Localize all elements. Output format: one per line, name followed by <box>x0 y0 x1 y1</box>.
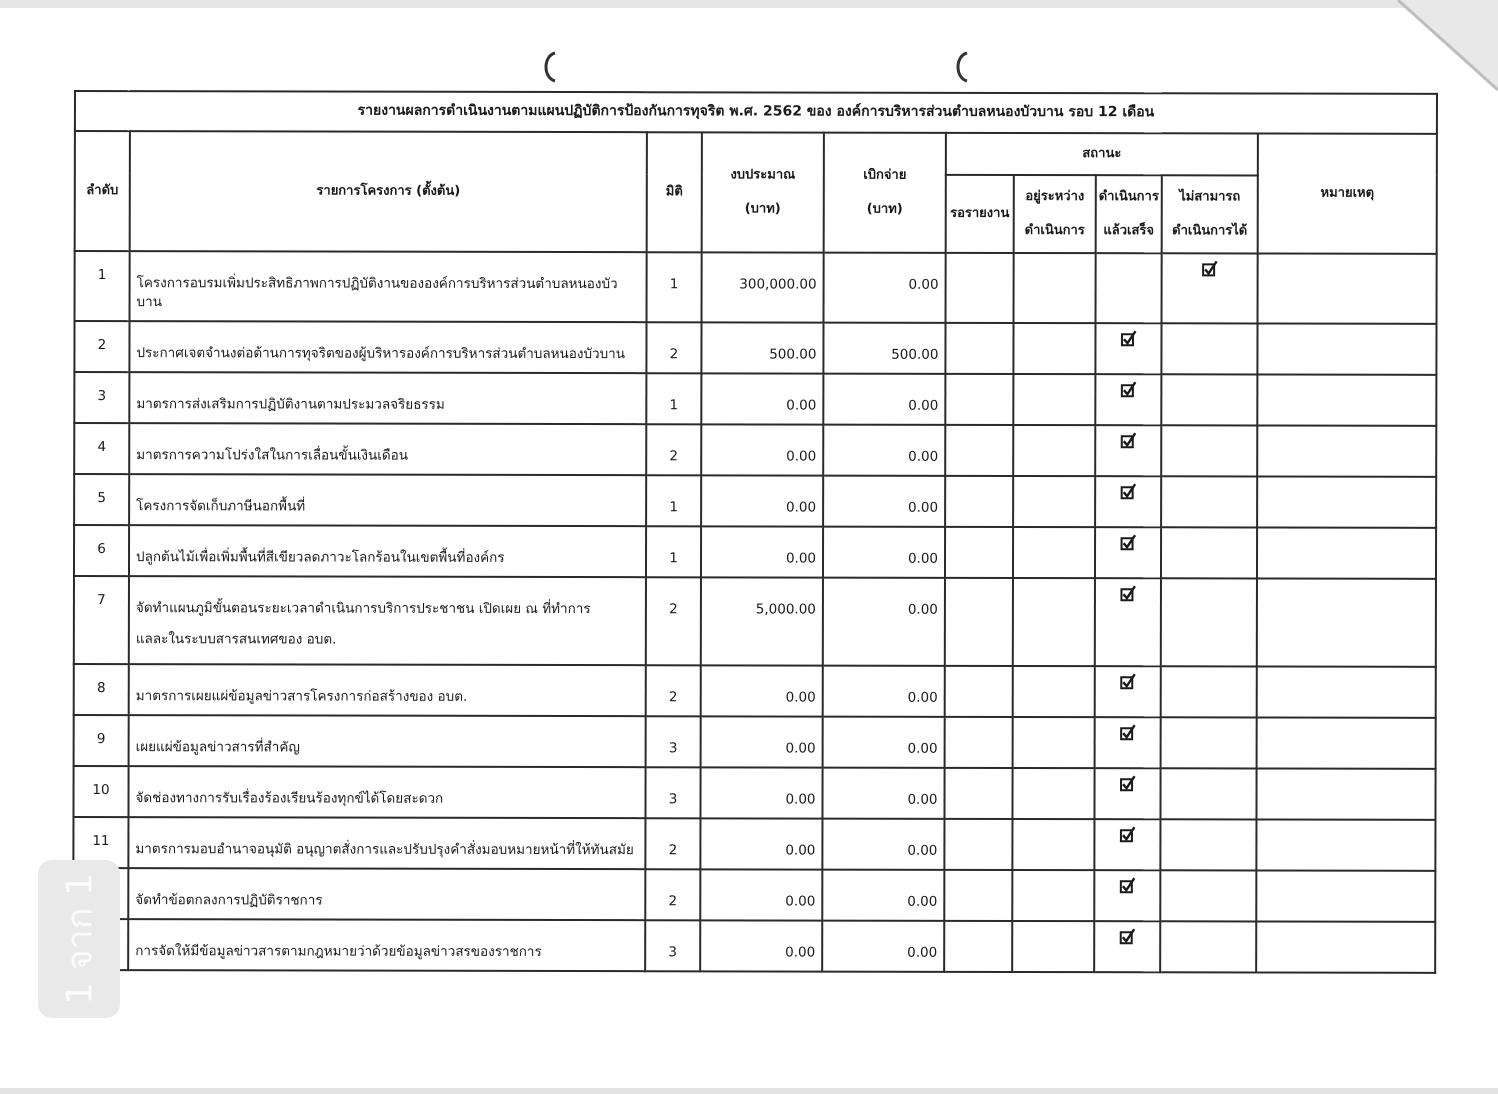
report-title: รายงานผลการดำเนินงานตามแผนปฏิบัติการป้องกันการทุจริต พ.ศ. 2562 ของ องค์การบริหารส่วนตำบลหนองบัวบาน รอบ 12 เดือน <box>75 91 1437 134</box>
header-spent-label: เบิกจ่าย <box>863 167 907 183</box>
row-status-pending <box>945 476 1013 527</box>
row-project-name-text: มาตรการส่งเสริมการปฏิบัติงานตามประมวลจริยธรรม <box>136 395 445 413</box>
header-status-pending: รอรายงาน <box>946 175 1014 253</box>
table-row <box>73 817 1435 871</box>
row-status-unable <box>1160 921 1256 972</box>
row-dimension: 1 <box>646 373 701 424</box>
row-project-name <box>129 715 646 767</box>
row-project-name-text: มาตรการมอบอำนาจอนุมัติ อนุญาตสั่งการและปรับปรุงคำสั่งมอบหมายหน้าที่ให้ทันสมัย <box>135 840 634 858</box>
row-status-done <box>1095 578 1161 666</box>
table-row <box>74 321 1436 375</box>
row-remarks <box>1257 578 1436 666</box>
row-status-inprogress <box>1013 425 1095 476</box>
row-remarks <box>1257 666 1436 717</box>
header-status-unable <box>1162 175 1258 253</box>
table-row <box>74 664 1436 718</box>
row-status-done <box>1095 476 1161 527</box>
row-spent: 0.00 <box>824 253 946 323</box>
row-project-name-text: ประกาศเจตจำนงต่อต้านการทุจริตของผู้บริหารองค์การบริหารส่วนตำบลหนองบัวบาน <box>136 344 626 362</box>
row-project-name-line2: แลละในระบบสารสนเทศของ อบต. <box>135 630 337 648</box>
header-status-done-l1: ดำเนินการ <box>1098 188 1159 205</box>
row-status-inprogress <box>1013 717 1095 768</box>
header-spent-unit: (บาท) <box>866 201 903 217</box>
row-status-pending <box>945 666 1013 717</box>
row-project-name-text: โครงการอบรมเพิ่มประสิทธิภาพการปฏิบัติงานขององค์การบริหารส่วนตำบลหนองบัวบาน <box>136 275 618 311</box>
row-spent: 0.00 <box>823 526 945 577</box>
table-row <box>74 423 1436 477</box>
row-status-inprogress <box>1014 253 1096 323</box>
row-status-inprogress <box>1013 666 1095 717</box>
row-status-unable <box>1161 374 1257 425</box>
header-budget-unit: (บาท) <box>744 201 781 217</box>
checked-box-icon <box>1120 730 1136 746</box>
row-status-done <box>1094 819 1160 870</box>
row-status-done <box>1094 768 1160 819</box>
row-remarks <box>1257 717 1436 768</box>
row-status-done <box>1095 717 1161 768</box>
row-status-pending <box>945 374 1013 425</box>
row-status-inprogress <box>1013 578 1095 666</box>
row-status-inprogress <box>1013 323 1095 374</box>
scan-top-edge <box>0 0 1498 8</box>
table-row <box>74 576 1436 667</box>
row-budget: 0.00 <box>701 373 823 424</box>
row-project-name <box>128 817 645 869</box>
row-status-done <box>1094 870 1160 921</box>
row-spent: 0.00 <box>822 818 944 869</box>
table-row <box>73 868 1435 922</box>
row-dimension: 3 <box>645 767 700 818</box>
row-spent: 0.00 <box>823 424 945 475</box>
row-status-done <box>1096 253 1162 323</box>
row-project-name-text: จัดทำแผนภูมิขั้นตอนระยะเวลาดำเนินการบริการประชาชน เปิดเผย ณ ที่ทำการ <box>135 599 591 617</box>
punch-hole-right <box>952 50 970 84</box>
header-status-inprogress-l2: ดำเนินการ <box>1024 222 1085 239</box>
row-status-done <box>1095 374 1161 425</box>
row-status-unable <box>1161 578 1257 666</box>
page-corner-fold <box>1378 0 1498 100</box>
checked-box-icon <box>1119 883 1135 899</box>
row-project-name <box>128 766 645 818</box>
row-status-unable <box>1160 870 1256 921</box>
row-remarks <box>1257 323 1436 374</box>
report-table <box>72 90 1438 974</box>
row-no: 10 <box>73 766 128 817</box>
row-project-name-text: มาตรการเผยแผ่ข้อมูลข่าวสารโครงการก่อสร้างของ อบต. <box>135 687 468 705</box>
row-remarks <box>1257 527 1436 578</box>
table-row <box>74 525 1436 579</box>
row-status-done <box>1095 425 1161 476</box>
row-no: 6 <box>74 525 129 576</box>
row-status-pending <box>944 921 1012 972</box>
row-status-pending <box>945 425 1013 476</box>
row-status-pending <box>944 819 1012 870</box>
row-no: 8 <box>74 664 129 715</box>
checked-box-icon <box>1120 438 1136 454</box>
row-spent: 0.00 <box>823 475 945 526</box>
row-status-unable <box>1162 253 1258 323</box>
row-budget: 0.00 <box>701 716 823 767</box>
table-row <box>73 766 1435 820</box>
row-status-unable <box>1161 476 1257 527</box>
header-budget-label: งบประมาณ <box>730 167 796 183</box>
row-status-unable <box>1161 425 1257 476</box>
row-project-name <box>129 576 646 665</box>
row-budget: 0.00 <box>701 475 823 526</box>
checked-box-icon <box>1120 781 1136 797</box>
row-budget: 0.00 <box>701 424 823 475</box>
row-project-name <box>129 664 646 716</box>
row-project-name-text: จัดช่องทางการรับเรื่องร้องเรียนร้องทุกข์ได้โดยสะดวก <box>135 789 444 807</box>
header-status-unable-l2: ดำเนินการได้ <box>1172 223 1248 239</box>
row-dimension: 2 <box>646 424 701 475</box>
row-budget: 0.00 <box>700 920 822 971</box>
scan-bottom-edge <box>0 1088 1498 1094</box>
row-status-done <box>1095 666 1161 717</box>
row-spent: 0.00 <box>822 920 944 971</box>
row-budget: 500.00 <box>701 322 823 373</box>
row-status-done <box>1094 921 1160 972</box>
row-spent: 0.00 <box>822 767 944 818</box>
row-remarks <box>1256 921 1435 972</box>
header-spent <box>824 133 946 253</box>
table-row <box>73 919 1435 973</box>
row-status-done <box>1095 527 1161 578</box>
row-remarks <box>1256 870 1435 921</box>
row-project-name <box>130 251 647 322</box>
row-status-inprogress <box>1013 527 1095 578</box>
row-status-pending <box>945 323 1013 374</box>
checked-box-icon <box>1119 832 1135 848</box>
row-budget: 0.00 <box>700 818 822 869</box>
checked-box-icon <box>1120 387 1136 403</box>
row-no: 7 <box>74 576 129 664</box>
header-no: ลำดับ <box>75 131 130 251</box>
row-remarks <box>1257 374 1436 425</box>
row-budget: 0.00 <box>700 869 822 920</box>
row-status-inprogress <box>1012 870 1094 921</box>
row-remarks <box>1257 476 1436 527</box>
header-status: สถานะ <box>946 133 1258 176</box>
row-project-name <box>129 372 646 424</box>
row-project-name <box>129 321 646 373</box>
header-dimension: มิติ <box>647 132 702 252</box>
row-remarks <box>1257 425 1436 476</box>
header-status-unable-l1: ไม่สามารถ <box>1179 189 1241 205</box>
header-remarks: หมายเหตุ <box>1258 133 1437 253</box>
row-spent: 0.00 <box>823 373 945 424</box>
row-dimension: 3 <box>646 716 701 767</box>
row-project-name-text: การจัดให้มีข้อมูลข่าวสารตามกฎหมายว่าด้วยข้อมูลข่าวสรของราชการ <box>135 942 542 960</box>
checked-box-icon <box>1120 336 1136 352</box>
header-status-done-l2: แล้วเสร็จ <box>1103 223 1155 239</box>
row-dimension: 3 <box>645 920 700 971</box>
page-stamp <box>38 860 120 1018</box>
row-no: 9 <box>74 715 129 766</box>
row-budget: 0.00 <box>701 526 823 577</box>
row-status-inprogress <box>1012 768 1094 819</box>
row-project-name-text: มาตรการความโปร่งใสในการเลื่อนขั้นเงินเดือน <box>136 446 409 464</box>
header-status-done <box>1096 175 1162 253</box>
page-stamp-text: 1 จาก 1 <box>59 873 101 1005</box>
row-status-pending <box>944 768 1012 819</box>
checked-box-icon <box>1120 679 1136 695</box>
row-project-name-text: โครงการจัดเก็บภาษีนอกพื้นที่ <box>136 497 306 515</box>
checked-box-icon <box>1119 934 1135 950</box>
row-spent: 0.00 <box>823 716 945 767</box>
row-remarks <box>1258 253 1437 323</box>
row-dimension: 1 <box>646 475 701 526</box>
row-dimension: 1 <box>647 252 702 322</box>
row-status-inprogress <box>1012 921 1094 972</box>
row-budget: 0.00 <box>701 665 823 716</box>
table-row <box>74 474 1436 528</box>
row-budget: 5,000.00 <box>701 577 823 665</box>
row-no: 3 <box>74 372 129 423</box>
row-status-unable <box>1161 323 1257 374</box>
row-status-inprogress <box>1012 819 1094 870</box>
row-project-name-text: ปลูกต้นไม้เพื่อเพิ่มพื้นที่สีเขียวลดภาวะโลกร้อนในเขตพื้นที่องค์กร <box>136 548 505 566</box>
row-status-inprogress <box>1013 374 1095 425</box>
row-dimension: 1 <box>646 526 701 577</box>
table-row <box>75 251 1437 324</box>
row-status-done <box>1095 323 1161 374</box>
row-budget: 300,000.00 <box>702 252 824 322</box>
header-status-inprogress-l1: อยู่ระหว่าง <box>1025 188 1085 204</box>
row-spent: 0.00 <box>823 665 945 716</box>
row-remarks <box>1256 768 1435 819</box>
row-no: 2 <box>74 321 129 372</box>
row-budget: 0.00 <box>700 767 822 818</box>
row-status-unable <box>1161 527 1257 578</box>
header-project: รายการโครงการ (ตั้งต้น) <box>130 131 647 252</box>
checked-box-icon <box>1120 489 1136 505</box>
row-status-inprogress <box>1013 476 1095 527</box>
checked-box-icon <box>1120 591 1136 607</box>
row-spent: 500.00 <box>823 322 945 373</box>
row-no: 4 <box>74 423 129 474</box>
table-row <box>74 372 1436 426</box>
row-status-unable <box>1160 819 1256 870</box>
row-status-unable <box>1161 717 1257 768</box>
row-project-name-text: จัดทำข้อตกลงการปฏิบัติราชการ <box>135 891 323 909</box>
header-budget <box>702 132 824 252</box>
punch-hole-left <box>540 50 558 84</box>
row-status-unable <box>1160 768 1256 819</box>
row-no: 11 <box>73 817 128 868</box>
row-project-name <box>129 423 646 475</box>
row-project-name <box>128 868 645 920</box>
row-project-name <box>128 919 645 971</box>
row-project-name-text: เผยแผ่ข้อมูลข่าวสารที่สำคัญ <box>135 738 300 756</box>
header-status-inprogress <box>1014 175 1096 253</box>
row-remarks <box>1256 819 1435 870</box>
project-rows <box>73 251 1437 973</box>
checked-box-icon <box>1120 540 1136 556</box>
row-status-pending <box>945 578 1013 666</box>
row-status-pending <box>946 253 1014 323</box>
row-no: 5 <box>74 474 129 525</box>
row-status-pending <box>944 870 1012 921</box>
row-dimension: 2 <box>646 577 701 665</box>
row-project-name <box>129 474 646 526</box>
checked-box-icon <box>1202 266 1218 282</box>
row-dimension: 2 <box>645 818 700 869</box>
row-spent: 0.00 <box>823 577 945 665</box>
table-row <box>74 715 1436 769</box>
row-status-unable <box>1161 666 1257 717</box>
row-no: 1 <box>75 251 130 321</box>
row-dimension: 2 <box>646 665 701 716</box>
row-status-pending <box>945 717 1013 768</box>
row-dimension: 2 <box>645 869 700 920</box>
row-dimension: 2 <box>646 322 701 373</box>
row-project-name <box>129 525 646 577</box>
row-status-pending <box>945 527 1013 578</box>
row-spent: 0.00 <box>822 869 944 920</box>
